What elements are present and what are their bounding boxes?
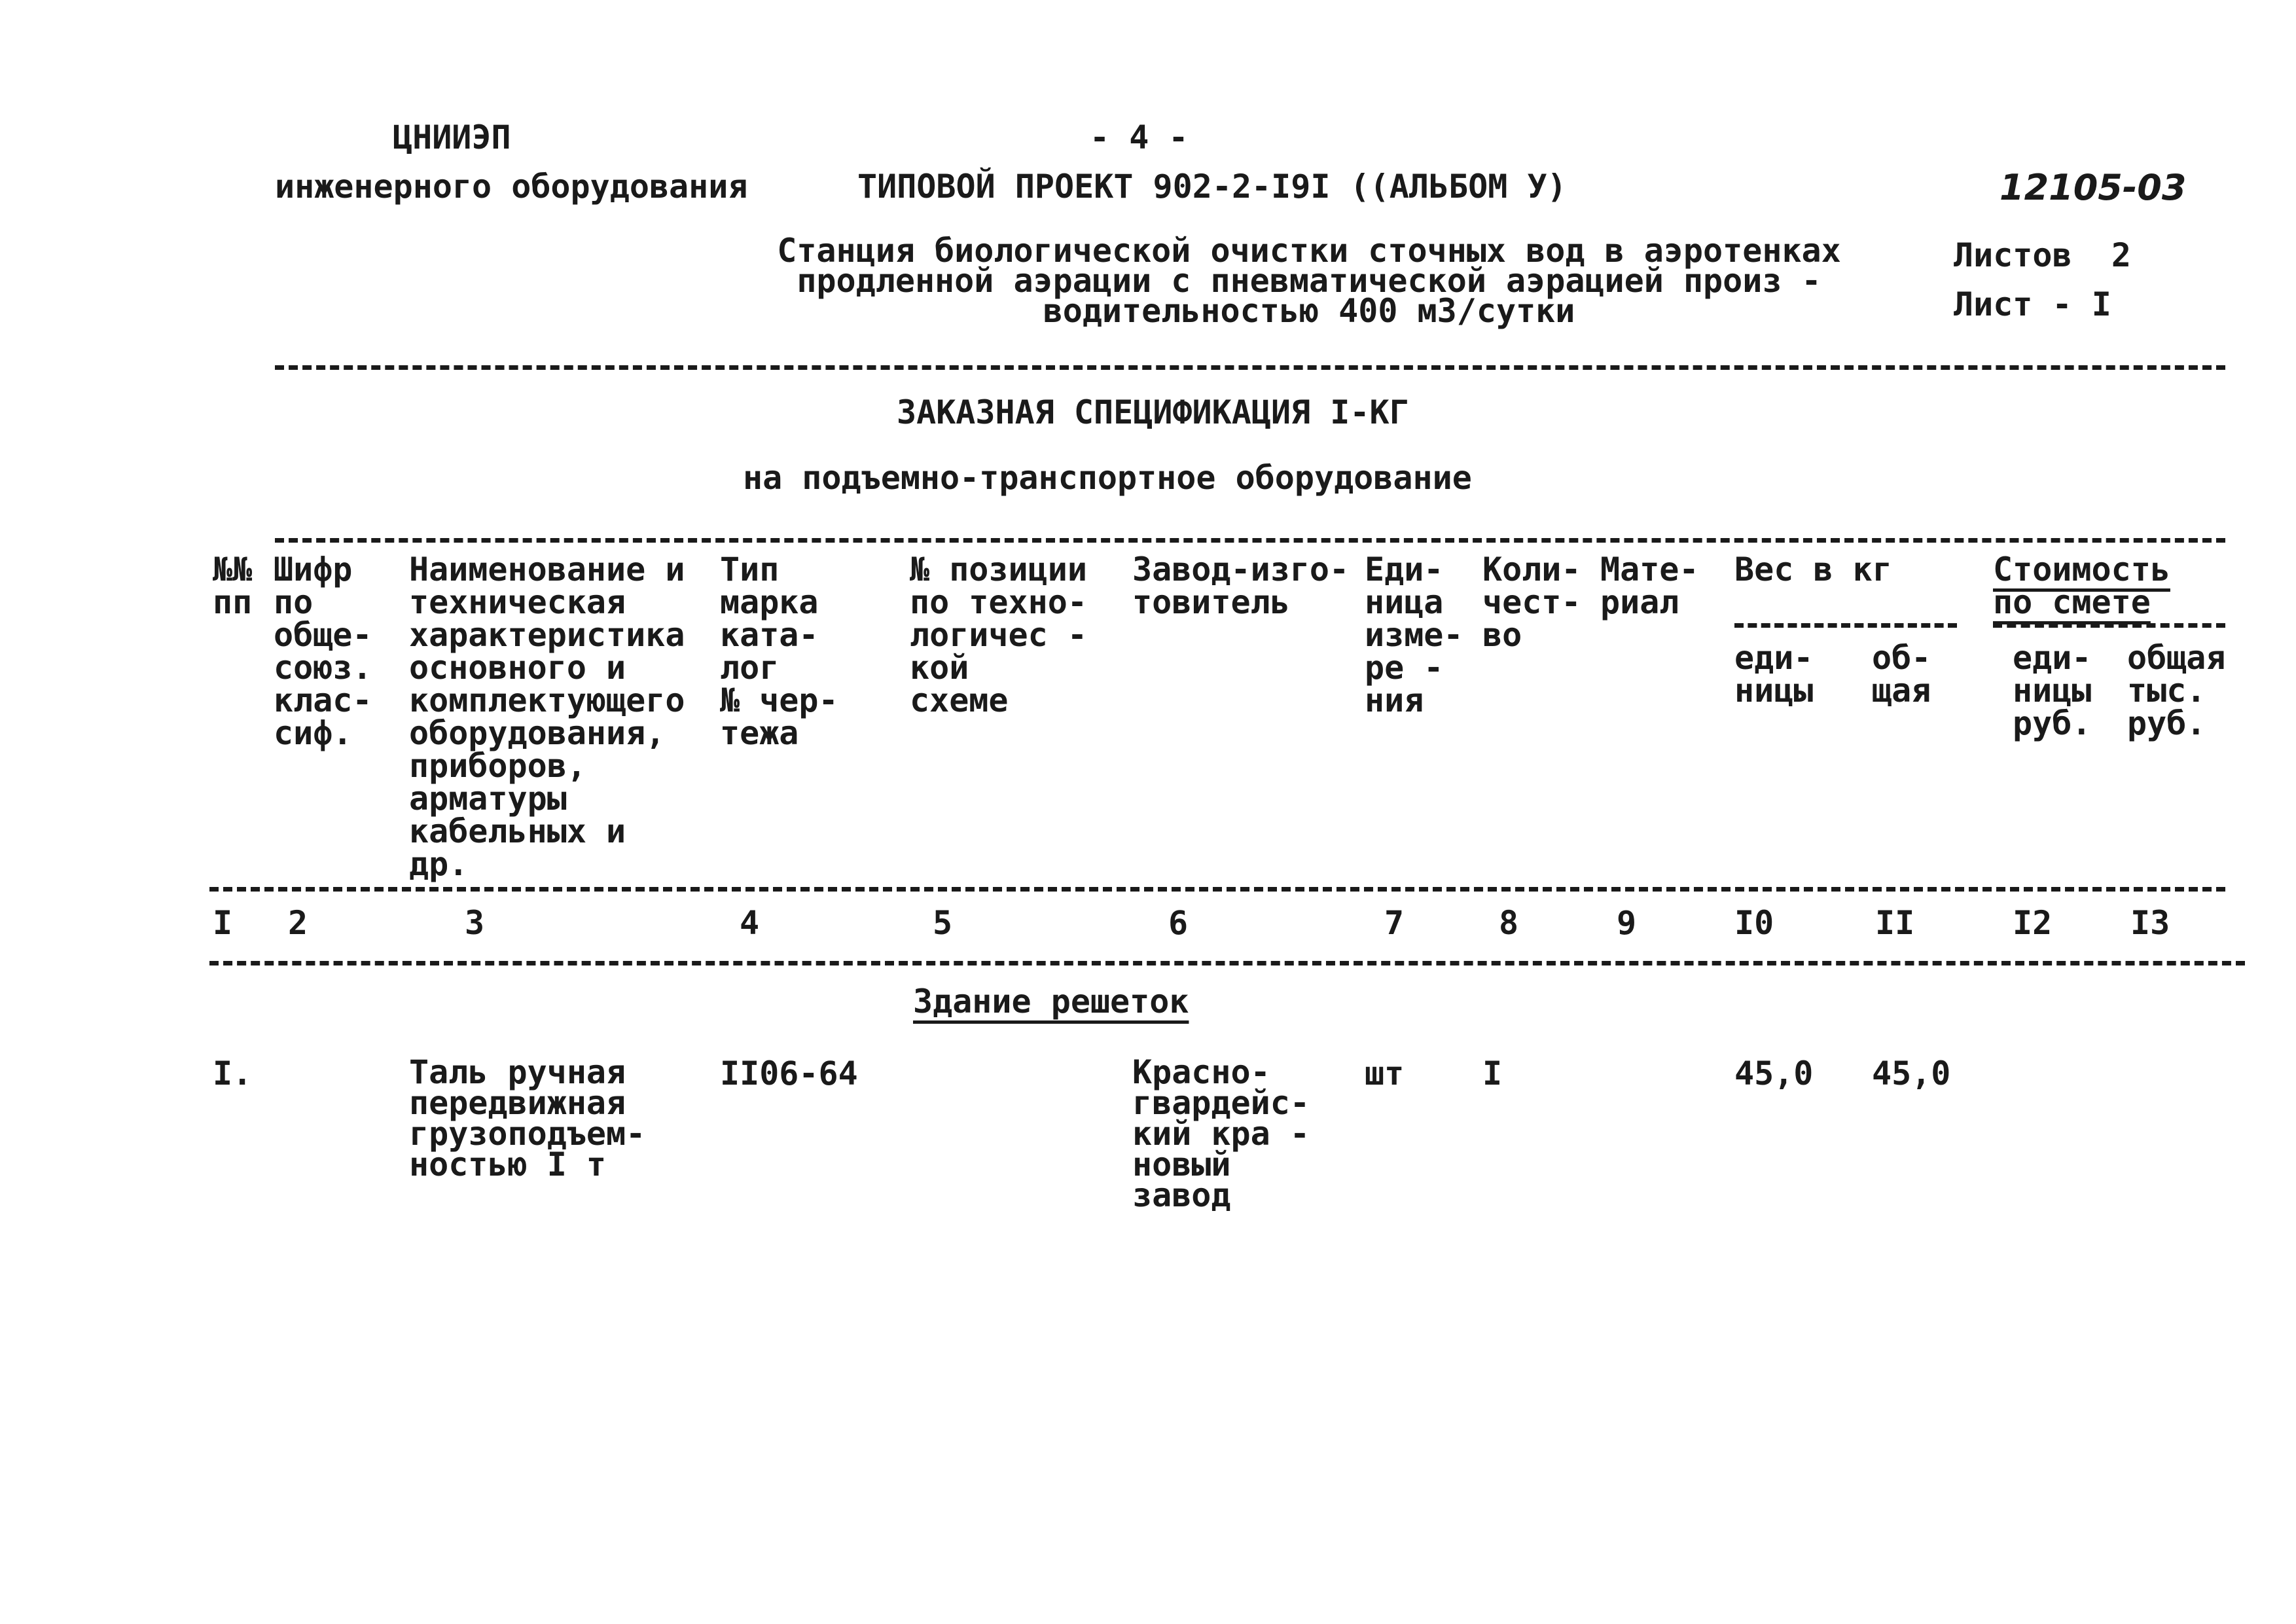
col-number: 3 [465,904,485,942]
col-header-weight-unit: еди- ницы [1734,639,1814,710]
row-item-quantity: I [1482,1055,1503,1092]
col-number: I [213,904,233,942]
col-number: II [1875,904,1915,942]
col-header-cost-total: общая тыс. руб. [2127,639,2226,742]
col-header-position: № позиции по техно- логичес - кой схеме [910,550,1087,719]
row-item-manufacturer: Красно- гвардейс- кий кра - новый завод [1132,1053,1310,1214]
col-header-manufacturer: Завод-изго- товитель [1132,550,1350,621]
spec-subtitle: на подъемно-транспортное оборудование [743,459,1472,497]
station-description: Станция биологической очистки сточных вод в аэротенках продленной аэрации с пневматической аэрацией произ - водительностью 400 м3/сутки [777,232,1841,330]
row-item-weight-total: 45,0 [1872,1055,1951,1092]
col-header-type: Тип марка ката- лог № чер- тежа [720,550,838,752]
row-item-unit: шт [1365,1055,1405,1092]
document-code: 12105-03 [2000,167,2187,208]
spec-title: ЗАКАЗНАЯ СПЕЦИФИКАЦИЯ I-КГ [897,393,1409,431]
col-header-number: №№ пп [213,550,253,621]
col-header-material: Мате- риал [1600,550,1699,621]
column-numbers-bottom-border [209,961,2245,965]
col-header-name: Наименование и техническая характеристика основного и комплектующего оборудования, приборов, арматуры кабельных и др. [409,550,685,883]
table-top-border [275,538,2225,543]
col-number: I0 [1734,904,1774,942]
row-number: I. [213,1055,253,1092]
cost-group-divider [1993,623,2225,628]
project-title: ТИПОВОЙ ПРОЕКТ 902-2-I9I ((АЛЬБОМ У) [857,168,1567,206]
col-header-unit: Еди- ница изме- ре - ния [1365,550,1463,719]
row-item-type: II06-64 [720,1055,858,1092]
page-number: - 4 - [1090,118,1189,156]
col-number: I3 [2130,904,2170,942]
col-header-cost-group: Стоимость по смете [1993,550,2170,621]
col-number: 8 [1499,904,1519,942]
section-title: Здание решеток [913,983,1189,1020]
row-item-weight-unit: 45,0 [1734,1055,1814,1092]
sheets-total: Листов 2 [1954,236,2131,274]
col-header-quantity: Коли- чест- во [1482,550,1581,654]
col-number: 5 [933,904,953,942]
col-number: 4 [740,904,760,942]
row-item-name: Таль ручная передвижная грузоподъем- ностью I т [409,1053,646,1183]
weight-group-divider [1734,623,1957,628]
col-number: I2 [2013,904,2053,942]
organization-department: инженерного оборудования [275,168,748,206]
header-divider [275,365,2225,370]
col-number: 7 [1384,904,1405,942]
col-number: 9 [1617,904,1637,942]
col-header-cost-unit: еди- ницы руб. [2013,639,2092,742]
organization-name: ЦНИИЭП [393,118,511,156]
col-number: 6 [1168,904,1189,942]
header-bottom-border [209,887,2225,892]
col-number: 2 [288,904,308,942]
col-header-classifier: Шифр по обще- союз. клас- сиф. [274,550,372,752]
col-header-weight-group: Вес в кг [1734,550,1892,588]
sheet-current: Лист - I [1954,285,2111,323]
col-header-weight-total: об- щая [1872,639,1931,710]
